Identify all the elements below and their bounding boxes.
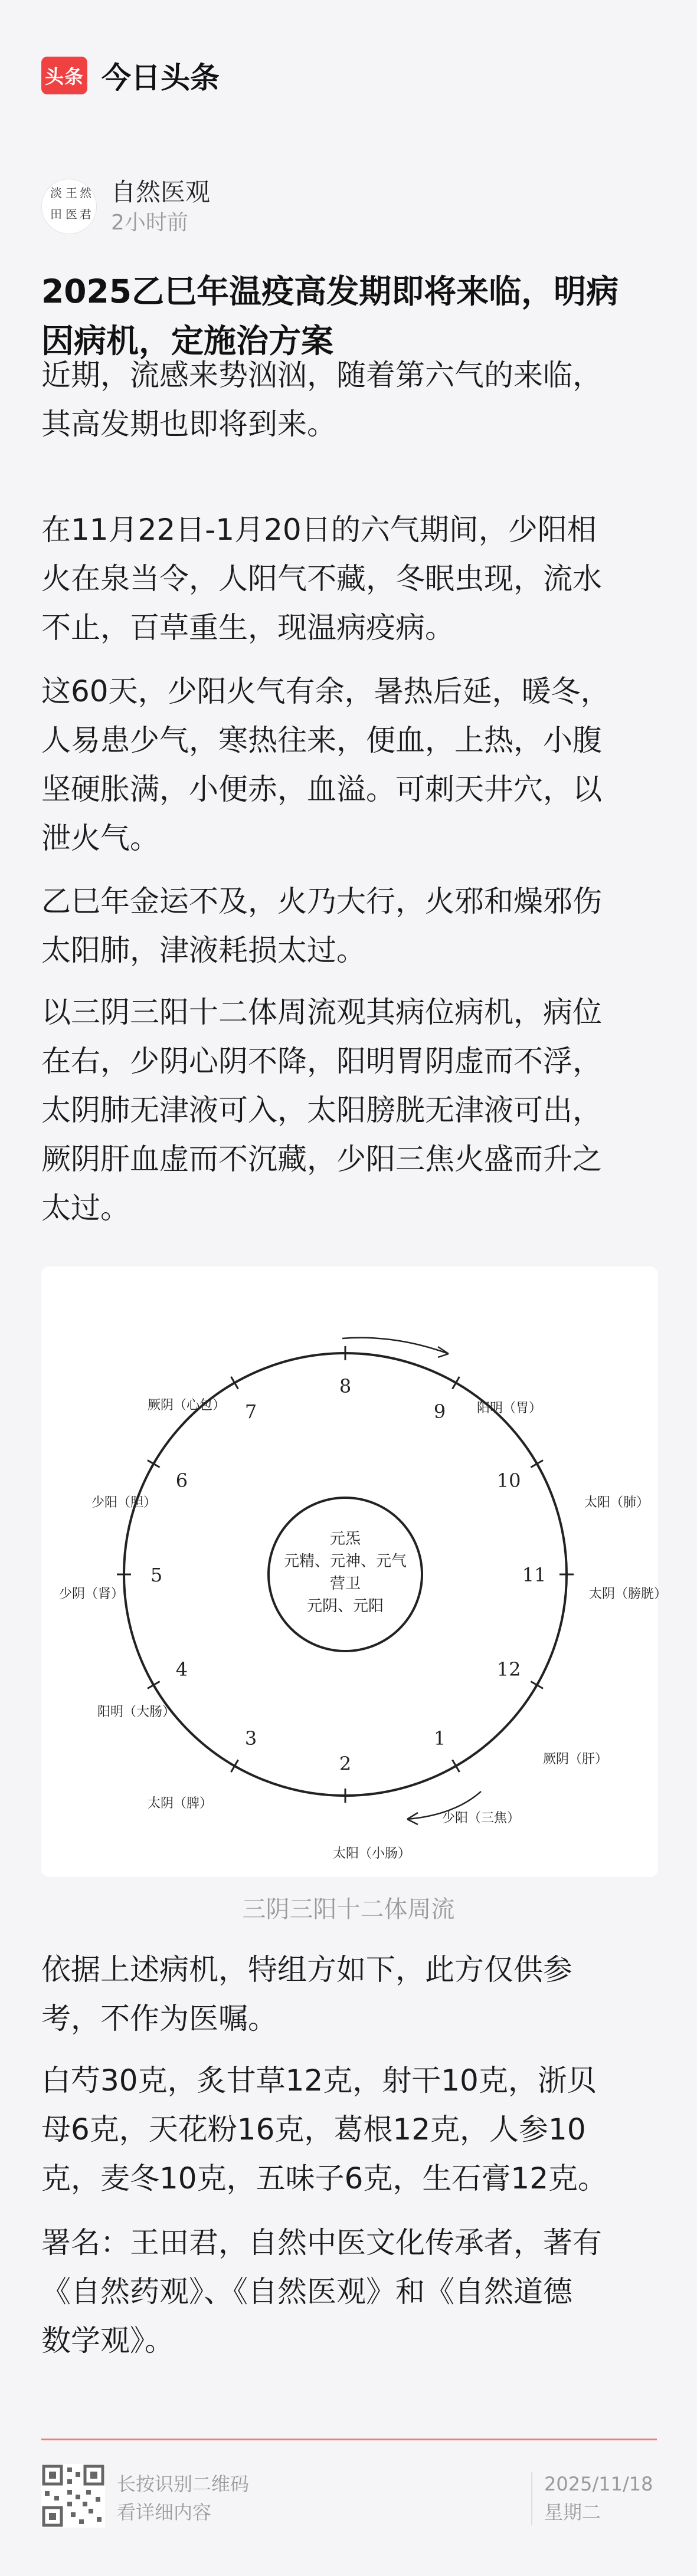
author-name[interactable]: 自然医观 xyxy=(111,178,211,206)
node-number: 11 xyxy=(522,1564,547,1586)
node-label: 厥阴（心包） xyxy=(148,1398,226,1413)
node-label: 少阴（肾） xyxy=(59,1587,125,1602)
node-number: 6 xyxy=(175,1469,188,1492)
avatar-char: 然 xyxy=(80,186,91,200)
node-label: 太阳（肺） xyxy=(584,1495,650,1510)
node-number: 5 xyxy=(150,1564,163,1586)
paragraph-7: 白芍30克，炙甘草12克，射干10克，浙贝 母6克，天花粉16克，葛根12克，人参10 克，麦冬10克，五味子6克，生石膏12克。 xyxy=(41,2063,608,2196)
footer-weekday: 星期二 xyxy=(544,2501,601,2524)
paragraph-2: 在11月22日-1月20日的六气期间，少阳相 火在泉当令，人阳气不藏，冬眠虫现，流水 不止，百草重生，现温病疫病。 xyxy=(41,513,602,645)
figure-diagram[interactable] xyxy=(41,1266,667,1877)
node-number: 9 xyxy=(433,1400,446,1423)
footer xyxy=(41,2464,657,2535)
paragraph-3: 这60天，少阳火气有余，暑热后延，暖冬， 人易患少气，寒热往来，便血，上热，小腹 坚硬胀满，小便赤，血溢。可刺天井穴，以 泄火气。 xyxy=(41,674,610,855)
app-name: 今日头条 xyxy=(102,61,220,95)
node-number: 12 xyxy=(496,1658,521,1681)
node-label: 厥阴（肝） xyxy=(543,1752,608,1767)
node-label: 太阴（脾） xyxy=(147,1796,213,1811)
node-tick xyxy=(148,1682,160,1689)
node-label: 太阴（膀胱） xyxy=(589,1587,667,1602)
inner-circle xyxy=(269,1498,422,1651)
node-number: 3 xyxy=(244,1727,257,1750)
title-line: 因病机，定施治方案 xyxy=(41,322,334,360)
node-tick xyxy=(453,1377,460,1389)
app-header xyxy=(41,52,220,99)
footer-divider xyxy=(41,2439,657,2440)
avatar-char: 淡 xyxy=(50,186,62,200)
qr-hint: 长按识别二维码 看详细内容 xyxy=(117,2473,250,2524)
qr-code-icon[interactable] xyxy=(41,2464,105,2528)
footer-date: 2025/11/18 xyxy=(544,2473,653,2495)
node-tick xyxy=(231,1377,238,1389)
date-block xyxy=(544,2470,653,2526)
twelve-body-circulation-diagram xyxy=(41,1266,667,1877)
node-tick xyxy=(231,1760,238,1772)
node-label: 阳明（胃） xyxy=(477,1401,542,1416)
outer-circle xyxy=(124,1353,567,1796)
node-number: 8 xyxy=(339,1375,352,1397)
post-time: 2小时前 xyxy=(111,211,188,235)
toutiao-logo[interactable]: 头条 xyxy=(41,57,87,94)
paragraph-8: 署名：王田君，自然中医文化传承者，著有 《自然药观》、《自然医观》和《自然道德 数学观》。 xyxy=(41,2226,602,2358)
flow-arrow-top xyxy=(342,1338,449,1354)
center-text: 元炁 xyxy=(329,1530,361,1548)
avatar-char: 王 xyxy=(66,186,77,200)
center-text: 元阴、元阳 xyxy=(306,1597,384,1615)
paragraph-5: 以三阴三阳十二体周流观其病位病机，病位 在右，少阴心阴不降，阳明胃阴虚而不浮， 太阴肺无津液可入，太阳膀胱无津液可出， 厥阴肝血虚而不沉藏，少阳三焦火盛而升之 太过。 xyxy=(41,995,602,1225)
node-number: 10 xyxy=(496,1469,521,1492)
node-label: 太阳（小肠） xyxy=(332,1846,411,1861)
paragraph-1: 近期，流感来势汹汹，随着第六气的来临， 其高发期也即将到来。 xyxy=(41,358,602,441)
node-tick xyxy=(531,1682,543,1689)
node-tick xyxy=(531,1461,543,1468)
avatar-char: 君 xyxy=(80,207,91,221)
author-block[interactable] xyxy=(41,176,210,237)
paragraph-6: 依据上述病机，特组方如下，此方仅供参 考，不作为医嘱。 xyxy=(41,1952,572,2036)
avatar-char: 医 xyxy=(66,207,77,221)
node-label: 少阳（胆） xyxy=(91,1495,157,1510)
center-text: 营卫 xyxy=(329,1575,361,1593)
node-number: 1 xyxy=(433,1727,446,1750)
paragraph-4: 乙巳年金运不及，火乃大行，火邪和燥邪伤 太阳肺，津液耗损太过。 xyxy=(41,884,602,967)
avatar-char: 田 xyxy=(50,207,62,221)
node-number: 7 xyxy=(244,1400,257,1423)
node-number: 4 xyxy=(175,1658,188,1681)
center-text: 元精、元神、元气 xyxy=(283,1553,407,1570)
figure-caption: 三阴三阳十二体周流 xyxy=(242,1896,455,1923)
node-label: 少阳（三焦） xyxy=(441,1811,521,1826)
title-line: 2025乙巳年温疫高发期即将来临，明病 xyxy=(41,273,619,310)
footer-separator xyxy=(531,2472,532,2525)
node-label: 阳明（大肠） xyxy=(97,1705,176,1719)
node-number: 2 xyxy=(339,1753,352,1775)
avatar[interactable] xyxy=(41,179,97,234)
node-tick xyxy=(148,1461,160,1468)
node-tick xyxy=(453,1760,460,1772)
